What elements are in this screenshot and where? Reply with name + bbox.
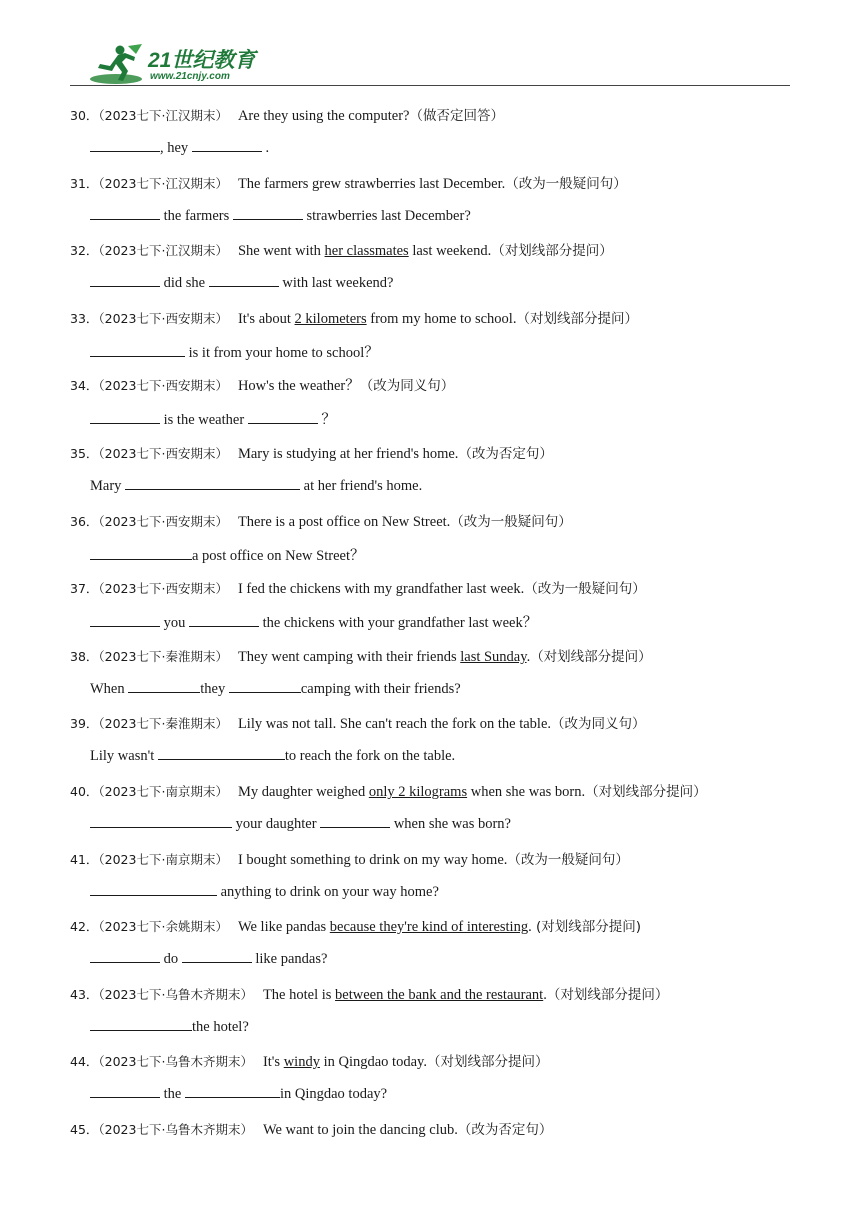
answer-blank[interactable] <box>320 814 390 828</box>
question-source: （2023七下·江汉期末） <box>98 175 228 191</box>
answer-line <box>90 1084 810 1108</box>
question-text: Are they using the computer? <box>237 108 410 124</box>
answer-text: in Qingdao today? <box>279 1086 388 1103</box>
question-source: （2023七下·乌鲁木齐期末） <box>98 986 253 1002</box>
instruction-text: （改为否定句） <box>458 446 553 462</box>
answer-line <box>90 746 810 770</box>
answer-blank[interactable] <box>90 546 192 560</box>
answer-text: , hey <box>160 140 192 156</box>
answer-text: Lily wasn't <box>90 748 158 765</box>
answer-blank[interactable] <box>90 206 160 220</box>
instruction-text: （对划线部分提问） <box>530 648 652 665</box>
logo-title: 21世纪教育 <box>148 49 256 72</box>
question-number: 41． <box>70 851 99 867</box>
question-source: （2023七下·西安期末） <box>98 513 228 529</box>
answer-blank[interactable] <box>233 206 303 220</box>
answer-text: Mary <box>90 478 126 494</box>
answer-line <box>90 476 810 500</box>
question-source: （2023七下·江汉期末） <box>98 243 228 259</box>
answer-text: strawberries last December? <box>302 207 471 224</box>
runner-logo-icon <box>88 42 146 86</box>
question-text: Mary is studying at her friend's home. <box>237 446 459 462</box>
instruction-text: （改为一般疑问句） <box>505 175 627 192</box>
answer-text: the hotel? <box>192 1018 249 1035</box>
instruction-text: （对划线部分提问） <box>546 986 669 1003</box>
instruction-text: （改为否定句） <box>457 1122 553 1138</box>
question-number: 35． <box>70 446 99 461</box>
answer-text: the chickens with your grandfather last week？ <box>259 615 538 632</box>
answer-text: your daughter <box>232 816 321 832</box>
question-text: She went with <box>237 243 325 260</box>
question-text-end: last weekend. <box>408 243 492 260</box>
question-line <box>70 915 810 939</box>
question-source: （2023七下·江汉期末） <box>98 108 228 123</box>
question-line <box>70 577 810 601</box>
underlined-text: 2 kilometers <box>294 310 367 327</box>
question-line <box>70 848 810 872</box>
question-source: （2023七下·西安期末） <box>98 310 228 326</box>
answer-text: you <box>160 615 189 632</box>
question-line <box>70 983 810 1007</box>
instruction-text: （对划线部分提问） <box>516 310 638 327</box>
question-number: 33． <box>70 310 99 326</box>
answer-blank[interactable] <box>229 679 301 693</box>
answer-text: When <box>90 680 129 697</box>
question-source: （2023七下·乌鲁木齐期末） <box>98 1122 253 1137</box>
question-number: 31． <box>70 175 99 191</box>
answer-line <box>90 814 810 838</box>
answer-text: do <box>160 951 182 968</box>
question-line <box>70 104 810 128</box>
answer-line <box>90 611 810 635</box>
answer-text: when she was born? <box>390 816 511 832</box>
instruction-text: （改为一般疑问句） <box>450 513 572 530</box>
answer-text: did she <box>160 275 209 292</box>
question-line <box>70 307 810 331</box>
instruction-text: (对划线部分提问) <box>531 919 642 936</box>
answer-text: is the weather <box>160 412 248 429</box>
answer-blank[interactable] <box>189 613 259 627</box>
question-text: It's <box>262 1054 284 1071</box>
question-number: 45． <box>70 1122 99 1137</box>
underlined-text: her classmates <box>324 243 409 260</box>
answer-blank[interactable] <box>90 138 160 152</box>
underlined-text: windy <box>283 1054 320 1071</box>
answer-line <box>90 882 810 906</box>
answer-text: like pandas? <box>251 951 328 968</box>
answer-line <box>90 206 810 230</box>
question-number: 43． <box>70 986 99 1002</box>
answer-blank[interactable] <box>90 882 217 896</box>
instruction-text: （改为同义句） <box>359 378 455 395</box>
question-number: 42． <box>70 919 99 935</box>
question-line <box>70 442 810 466</box>
question-source: （2023七下·西安期末） <box>98 581 228 597</box>
answer-line <box>90 273 810 297</box>
answer-text: the farmers <box>160 207 233 224</box>
answer-text: ？ <box>317 412 336 429</box>
question-text: The hotel is <box>262 986 336 1003</box>
answer-line <box>90 949 810 973</box>
question-source: （2023七下·南京期末） <box>98 851 228 867</box>
answer-text: . <box>261 140 270 156</box>
answer-line <box>90 544 810 568</box>
answer-blank[interactable] <box>90 343 185 357</box>
question-text-end: when she was born. <box>467 784 586 800</box>
answer-text: they <box>200 680 229 697</box>
instruction-text: （对划线部分提问） <box>491 243 613 260</box>
question-text-end: from my home to school. <box>366 310 517 327</box>
answer-blank[interactable] <box>90 1017 192 1031</box>
question-number: 32． <box>70 243 99 259</box>
answer-blank[interactable] <box>185 1084 280 1098</box>
question-text: The farmers grew strawberries last December. <box>237 175 506 192</box>
question-text: Lily was not tall. She can't reach the fork on the table. <box>237 716 552 733</box>
question-line <box>70 1118 810 1142</box>
question-number: 38． <box>70 648 99 664</box>
answer-blank[interactable] <box>128 679 200 693</box>
answer-blank[interactable] <box>90 814 232 828</box>
question-source: （2023七下·乌鲁木齐期末） <box>98 1054 253 1070</box>
header-divider <box>70 85 790 86</box>
question-text: We like pandas <box>237 919 330 936</box>
logo <box>88 40 255 86</box>
question-line <box>70 239 810 263</box>
question-text-end: in Qingdao today. <box>319 1054 427 1071</box>
answer-line <box>90 408 810 432</box>
question-source: （2023七下·秦淮期末） <box>98 716 228 732</box>
question-text-end: . <box>528 919 532 936</box>
question-number: 36． <box>70 513 99 529</box>
answer-blank[interactable] <box>90 613 160 627</box>
answer-line <box>90 1017 810 1041</box>
page-header <box>88 40 788 86</box>
logo-url: www.21cnjy.com <box>150 71 230 82</box>
question-number: 30． <box>70 108 99 123</box>
answer-blank[interactable] <box>248 410 318 424</box>
instruction-text: （改为同义句） <box>551 716 646 733</box>
answer-blank[interactable] <box>90 273 160 287</box>
question-source: （2023七下·秦淮期末） <box>98 648 228 664</box>
answer-blank[interactable] <box>209 273 279 287</box>
question-number: 34． <box>70 378 99 394</box>
question-text: There is a post office on New Street. <box>237 513 451 530</box>
answer-text: with last weekend? <box>278 275 394 292</box>
answer-text: camping with their friends? <box>300 680 461 697</box>
answer-text: to reach the fork on the table. <box>284 748 456 765</box>
question-line <box>70 172 810 196</box>
question-source: （2023七下·西安期末） <box>98 446 228 461</box>
instruction-text: （改为一般疑问句） <box>524 581 646 598</box>
answer-blank[interactable] <box>90 410 160 424</box>
answer-blank[interactable] <box>182 949 252 963</box>
question-text: I fed the chickens with my grandfather last week. <box>237 581 525 598</box>
question-number: 39． <box>70 716 99 732</box>
question-source: （2023七下·南京期末） <box>98 784 228 799</box>
answer-line <box>90 679 810 703</box>
question-number: 37． <box>70 581 99 597</box>
question-text: My daughter weighed <box>237 784 369 800</box>
question-number: 40． <box>70 784 99 799</box>
question-text: How's the weather？ <box>237 378 360 395</box>
answer-blank[interactable] <box>158 746 285 760</box>
question-source: （2023七下·西安期末） <box>98 378 228 394</box>
question-text-end: . <box>543 986 547 1003</box>
answer-blank[interactable] <box>192 138 262 152</box>
underlined-text: last Sunday <box>460 648 527 665</box>
question-text: They went camping with their friends <box>237 648 461 665</box>
instruction-text: （对划线部分提问） <box>426 1054 549 1071</box>
answer-blank[interactable] <box>90 949 160 963</box>
answer-line <box>90 138 810 162</box>
underlined-text: because they're kind of interesting <box>329 919 529 936</box>
answer-text: at her friend's home. <box>300 478 423 494</box>
answer-text: a post office on New Street？ <box>192 547 365 564</box>
answer-blank[interactable] <box>90 1084 160 1098</box>
question-line <box>70 780 810 804</box>
underlined-text: between the bank and the restaurant <box>335 986 544 1003</box>
question-text: We want to join the dancing club. <box>262 1122 458 1138</box>
question-source: （2023七下·余姚期末） <box>98 919 228 935</box>
instruction-text: （做否定回答） <box>409 108 504 124</box>
question-line <box>70 510 810 534</box>
question-text-end: . <box>526 648 531 665</box>
question-number: 44． <box>70 1054 99 1070</box>
question-line <box>70 645 810 669</box>
question-line <box>70 712 810 736</box>
answer-text: is it from your home to school？ <box>185 344 379 361</box>
question-text: It's about <box>237 310 295 327</box>
answer-text: anything to drink on your way home? <box>217 883 439 900</box>
underlined-text: only 2 kilograms <box>368 784 468 800</box>
answer-text: the <box>160 1086 185 1103</box>
answer-line <box>90 341 810 365</box>
answer-blank[interactable] <box>125 476 300 490</box>
question-line <box>70 1050 810 1074</box>
instruction-text: （对划线部分提问） <box>585 784 707 800</box>
question-line <box>70 374 810 398</box>
question-text: I bought something to drink on my way home. <box>237 851 508 868</box>
instruction-text: （改为一般疑问句） <box>507 851 629 868</box>
